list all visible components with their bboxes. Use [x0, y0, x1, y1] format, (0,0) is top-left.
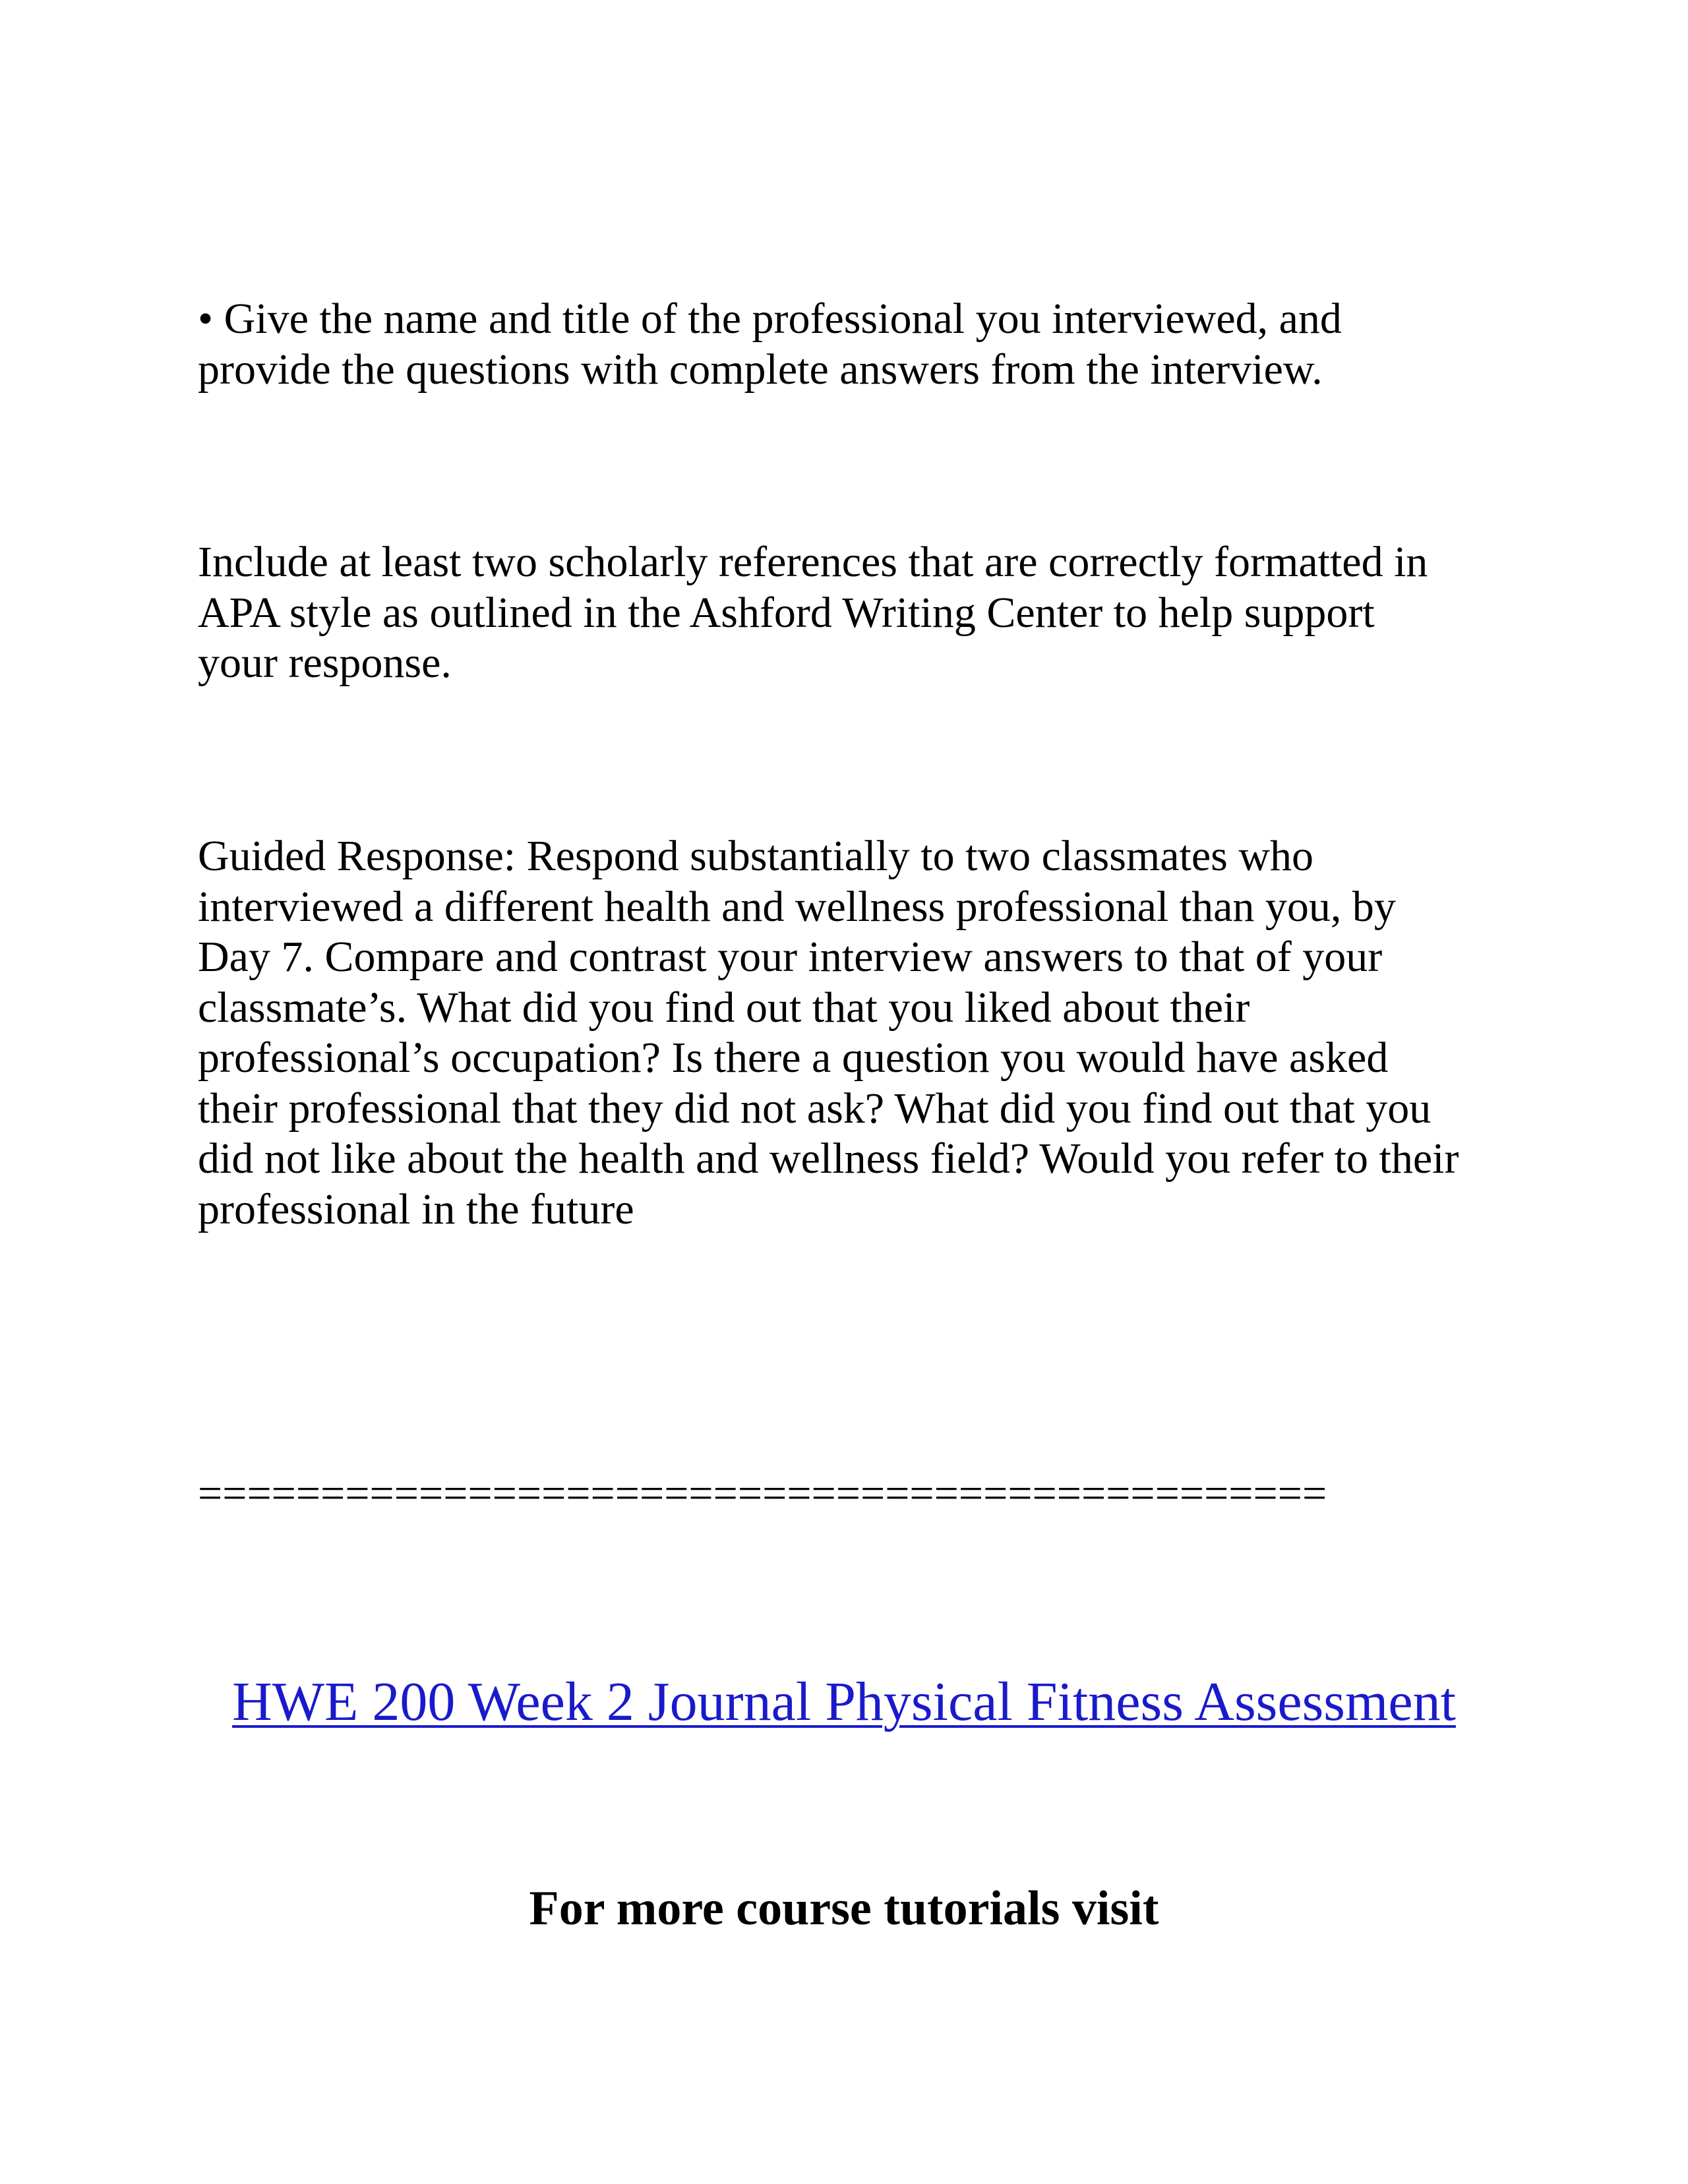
- text-line: Guided Response: Respond substantially to two classmates who: [198, 832, 1313, 880]
- text-line: classmate’s. What did you find out that you liked about their: [198, 983, 1250, 1032]
- separator-line: ==============================================: [198, 1469, 1327, 1518]
- guided-response-paragraph: [198, 831, 1517, 1235]
- text-line: their professional that they did not ask? What did you find out that you: [198, 1084, 1432, 1133]
- text-line: • Give the name and title of the professional you interviewed, and: [198, 295, 1342, 343]
- text-line: interviewed a different health and wellness professional than you, by: [198, 882, 1396, 931]
- text-line: provide the questions with complete answers from the interview.: [198, 345, 1323, 394]
- bullet-instructions-paragraph: [198, 294, 1517, 395]
- footer-container: [0, 1879, 1688, 1938]
- text-line: professional in the future: [198, 1185, 634, 1233]
- text-line: Day 7. Compare and contrast your interview answers to that of your: [198, 933, 1383, 981]
- footer-text: For more course tutorials visit: [529, 1881, 1159, 1935]
- text-line: professional’s occupation? Is there a question you would have asked: [198, 1034, 1389, 1082]
- course-link[interactable]: HWE 200 Week 2 Journal Physical Fitness Assessment: [232, 1671, 1456, 1732]
- course-link-container: [0, 1669, 1688, 1735]
- text-line: Include at least two scholarly references that are correctly formatted in: [198, 538, 1428, 586]
- text-line: did not like about the health and wellness field? Would you refer to their: [198, 1135, 1459, 1183]
- text-line: APA style as outlined in the Ashford Writing Center to help support: [198, 588, 1375, 637]
- references-paragraph: [198, 537, 1517, 689]
- text-line: your response.: [198, 639, 452, 687]
